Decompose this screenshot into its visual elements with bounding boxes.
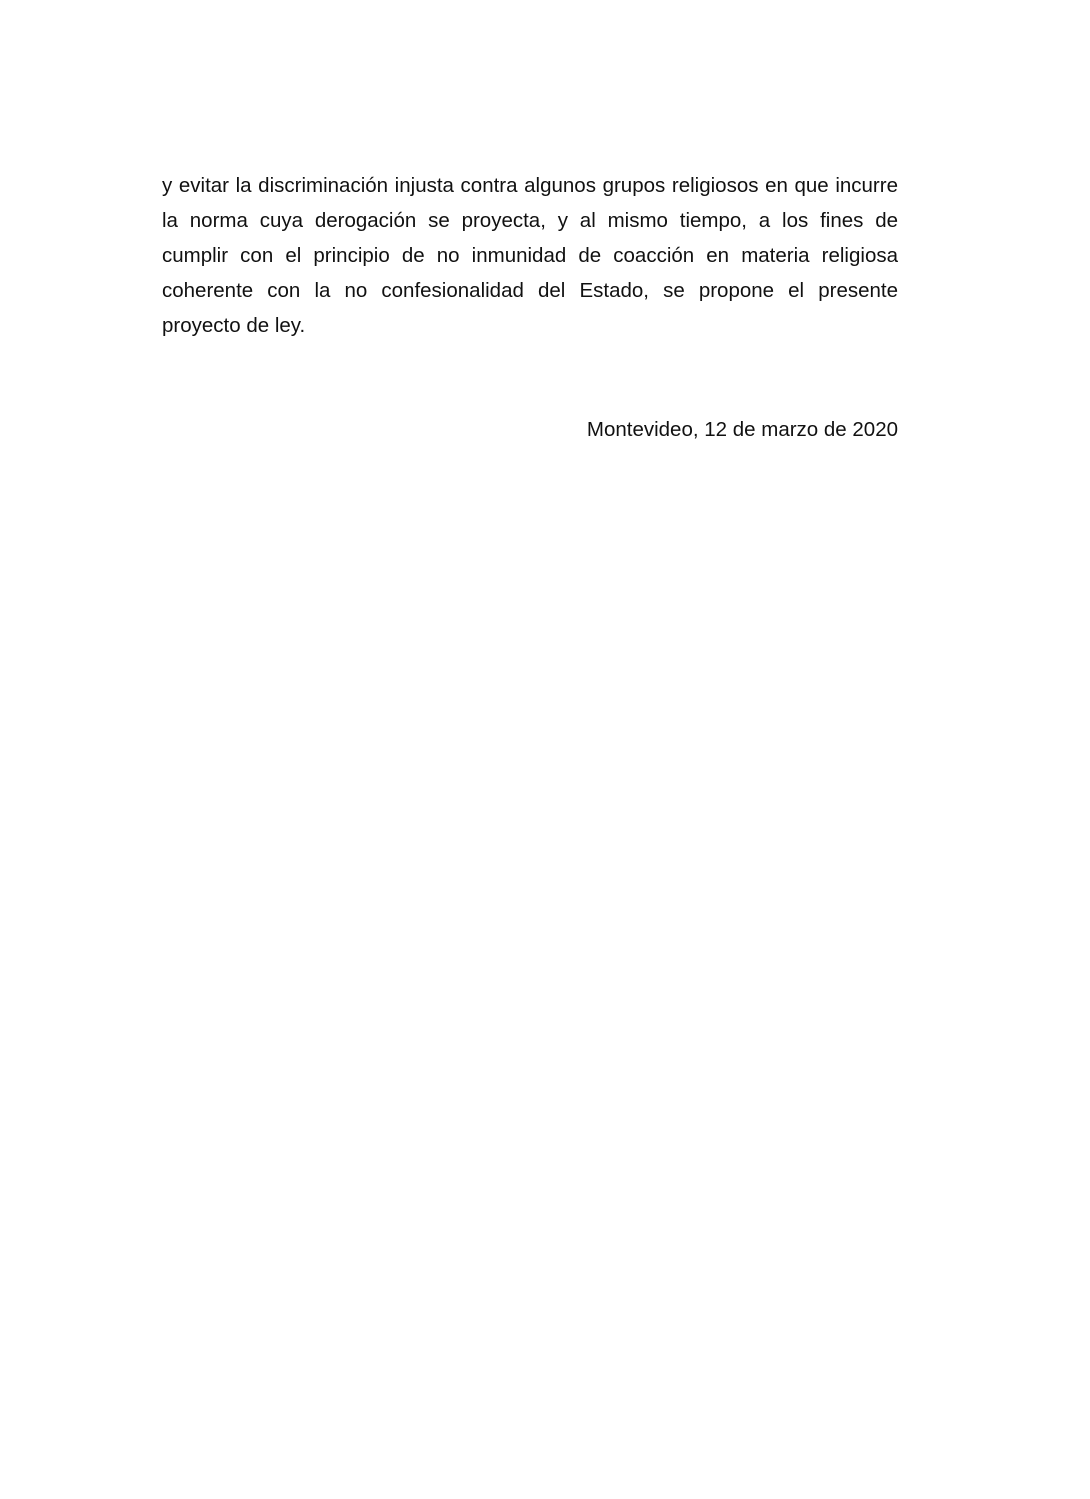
body-paragraph xyxy=(162,168,898,343)
place-and-date: Montevideo, 12 de marzo de 2020 xyxy=(586,418,898,441)
paragraph-line: y evitar la discriminación injusta contra algunos grupos religiosos en que incurre xyxy=(162,174,898,197)
paragraph-line: la norma cuya derogación se proyecta, y al mismo tiempo, a los fines de xyxy=(162,209,898,232)
paragraph-line: cumplir con el principio de no inmunidad de coacción en materia religiosa xyxy=(162,244,898,267)
paragraph-line: proyecto de ley. xyxy=(162,314,306,337)
paragraph-line: coherente con la no confesionalidad del Estado, se propone el presente xyxy=(162,279,898,302)
